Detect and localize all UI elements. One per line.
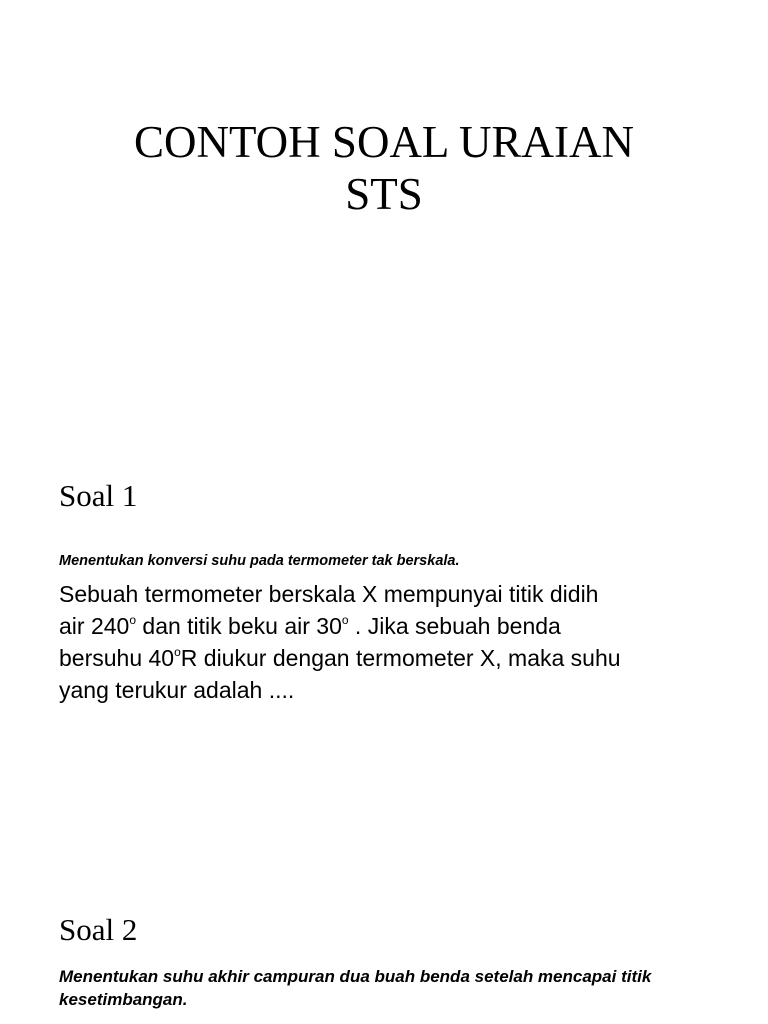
soal-1-heading: Soal 1	[59, 478, 138, 513]
question-line-4: yang terukur adalah ....	[59, 677, 295, 703]
soal-2-subtitle: Menentukan suhu akhir campuran dua buah benda setelah mencapai titik kesetimbangan.	[59, 967, 652, 1009]
page-title-line-1: CONTOH SOAL URAIAN	[133, 117, 634, 167]
soal-1-subtitle: Menentukan konversi suhu pada termometer tak berskala.	[59, 553, 460, 569]
question-line-2	[59, 610, 739, 642]
question-text: air 240	[59, 613, 130, 639]
question-text: R diukur dengan termometer X, maka suhu	[180, 645, 621, 671]
degree-symbol: o	[341, 613, 349, 627]
question-line-1: Sebuah termometer berskala X mempunyai titik didih	[59, 581, 599, 607]
degree-symbol: o	[174, 645, 181, 659]
page-title	[0, 116, 768, 220]
question-text: bersuhu 40	[59, 645, 175, 671]
question-text: dan titik beku air 30	[136, 613, 342, 639]
soal-2-heading: Soal 2	[59, 912, 138, 947]
degree-symbol: o	[129, 613, 137, 627]
page-title-line-2: STS	[345, 169, 423, 219]
question-text: . Jika sebuah benda	[348, 613, 561, 639]
question-line-3	[59, 642, 739, 674]
soal-1-question	[59, 578, 739, 706]
